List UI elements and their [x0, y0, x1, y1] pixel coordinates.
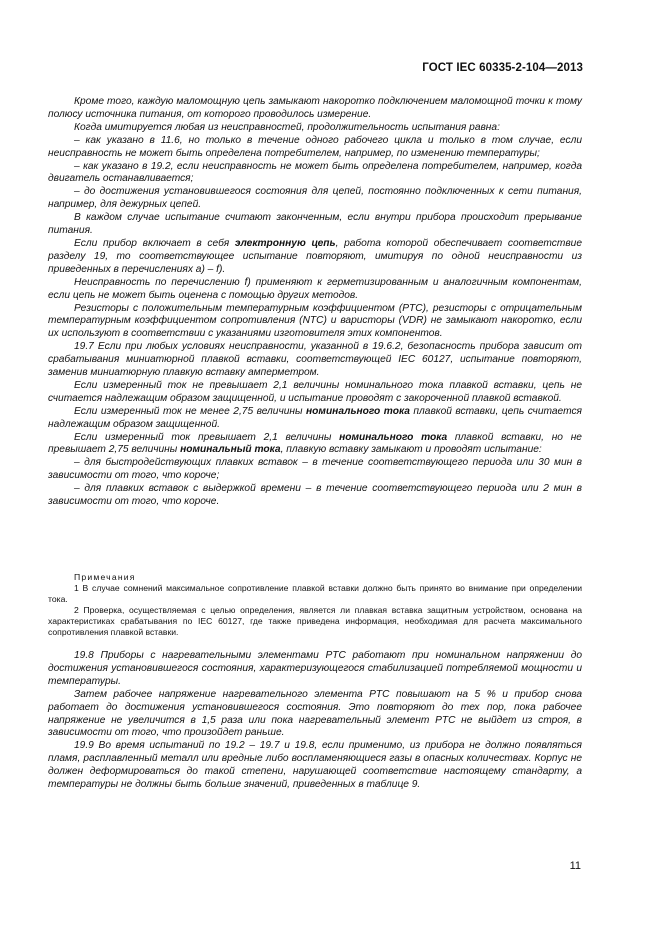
list-item: – как указано в 19.2, если неисправность не может быть определена потребителем, например, когда двигатель останавливается; — [48, 160, 582, 185]
paragraph: Кроме того, каждую маломощную цепь замыкают накоротко подключением маломощной точки к тому полюсу источника питания, от которого проводилось измерение. — [48, 96, 582, 120]
notes-block — [48, 572, 582, 637]
paragraph: В каждом случае испытание считают законченным, если внутри прибора происходит прерывание питания. — [48, 212, 582, 237]
text-run: , работа которой обеспечивает соответствие разделу 19, то соответствующее испытание повторяют, имитируя по одной неисправности из приведенных в перечислениях a) – f). — [48, 237, 583, 275]
text-run: , плавкую вставку замыкают и проводят испытание: — [280, 444, 542, 456]
defined-term: электронную цепь — [234, 237, 336, 249]
standard-code-header: ГОСТ IEC 60335-2-104—2013 — [422, 62, 583, 74]
clause-19-7: 19.7 Если при любых условиях неисправности, указанной в 19.6.2, безопасность прибора зависит от срабатывания миниатюрной плавкой вставки, соответствующей IEC 60127, испытание повторяют, заменив миниатюрную плавкую вставку амперметром. — [48, 341, 582, 379]
clause-19-9: 19.9 Во время испытаний по 19.2 – 19.7 и 19.8, если применимо, из прибора не должно появляться пламя, расплавленный металл или вредные либо воспламеняющиеся газы в опасных количествах. Корпус не должен деформироваться до такой степени, нарушающей соответствие настоящему стандарту, а температуры не должны быть больше значений, приведенных в таблице 9. — [48, 740, 582, 791]
list-item: – для плавких вставок с выдержкой времени – в течение соответствующего периода или 2 мин в зависимости от того, что короче. — [48, 483, 582, 508]
paragraph — [48, 406, 582, 432]
text-run: плавкой вставки, но не превышает 2,75 величины — [48, 431, 582, 456]
list-item: – как указано в 11.6, но только в течение одного рабочего цикла и только в том случае, если неисправность не может быть определена потребителем, например, по изменению температуры; — [48, 134, 582, 159]
note-item: 1 В случае сомнений максимальное сопротивление плавкой вставки должно быть принято во внимание при определении тока. — [48, 582, 582, 604]
list-item: – для быстродействующих плавких вставок – в течение соответствующего периода или 30 мин в зависимости от того, что короче; — [48, 457, 582, 482]
main-text-block — [48, 96, 582, 509]
notes-title: Примечания — [74, 572, 136, 582]
page-number: 11 — [569, 860, 581, 872]
list-item: – до достижения установившегося состояния для цепей, постоянно подключенных к сети питания, например, для дежурных цепей. — [48, 186, 582, 211]
defined-term: номинального тока — [306, 405, 410, 417]
paragraph: Неисправность по перечислению f) применяют к герметизированным и аналогичным компонентам, если цепь не может быть оценена с помощью других методов. — [48, 276, 582, 301]
text-run: плавкой вставки, цепь считается надлежащим образом защищенной. — [48, 405, 582, 430]
text-run: Если прибор включает в себя — [74, 237, 235, 249]
paragraph: Когда имитируется любая из неисправностей, продолжительность испытания равна: — [74, 121, 500, 133]
paragraph: Резисторы с положительным температурным коэффициентом (PTC), резисторы с отрицательным температурным коэффициентом сопротивления (NTC) и варисторы (VDR) не замыкают накоротко, если их используют в соответствии с указаниями изготовителя этих компонентов. — [48, 302, 582, 340]
clause-19-8: 19.8 Приборы с нагревательными элементами PTC работают при номинальном напряжении до достижения установившегося состояния, характеризующегося стабилизацией потребляемой мощности и температуры. — [48, 650, 582, 687]
defined-term: номинальный тока — [180, 444, 281, 456]
secondary-text-block — [48, 650, 582, 792]
defined-term: номинального тока — [339, 431, 448, 443]
paragraph: Если измеренный ток не превышает 2,1 величины номинального тока плавкой вставки, цепь не считается надлежащим образом защищенной, и испытание проводят с закороченной плавкой вставкой. — [48, 379, 582, 404]
paragraph — [48, 238, 582, 277]
paragraph: Затем рабочее напряжение нагревательного элемента PTC повышают на 5 % и прибор снова работает до достижения установившегося состояния. Это повторяют до тех пор, пока рабочее напряжение не увеличится в 1,5 раза или пока нагревательный элемент PTC не выйдет из строя, в зависимости от того, что произойдет раньше. — [48, 688, 582, 739]
text-run: Если измеренный ток не менее 2,75 величины — [74, 405, 307, 417]
note-item: 2 Проверка, осуществляемая с целью определения, является ли плавкая вставка защитным устройством, основана на характеристиках срабатывания по IEC 60127, где также приведена информация, необходимая для расчета максимального сопротивления плавкой вставки. — [48, 604, 582, 637]
text-run: Если измеренный ток превышает 2,1 величины — [74, 431, 340, 443]
paragraph — [48, 432, 582, 458]
